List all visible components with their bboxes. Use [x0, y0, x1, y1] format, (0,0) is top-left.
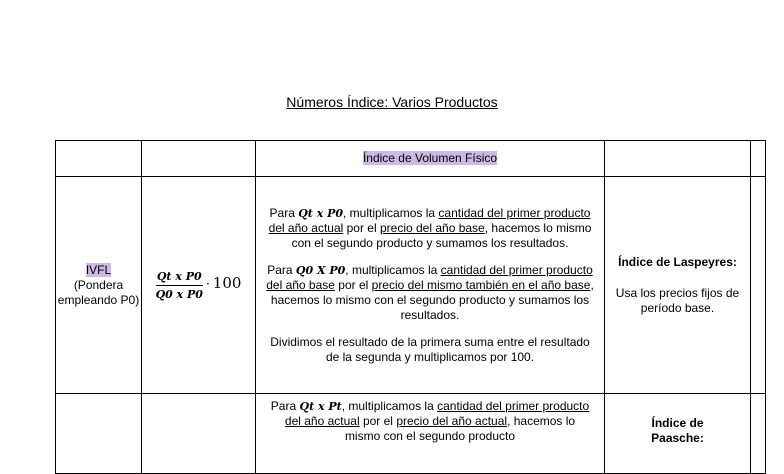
text: , multiplicamos la: [343, 205, 439, 220]
row-label-cell-2: [56, 394, 142, 474]
math-term: Qt x P0: [298, 206, 344, 220]
ivfl-label: IVFL: [85, 262, 112, 277]
header-cell-empty-2: [142, 141, 256, 177]
step-1-paragraph: [256, 206, 604, 251]
header-cell-edge: [751, 141, 766, 177]
paasche-step-1-paragraph: [256, 399, 604, 444]
underlined-text: precio del año base: [379, 220, 485, 235]
paasche-title: Índice de Paasche:: [651, 416, 704, 445]
text: , hacemos lo mismo con el segundo producto y sumamos los resultados.: [270, 277, 594, 322]
edge-cell: [751, 177, 766, 394]
index-type-cell: [605, 177, 751, 394]
text: , hacemos lo mismo con el segundo producto: [344, 414, 576, 443]
formula-cell: [142, 177, 256, 394]
weight-note: (Pondera empleando P0): [57, 277, 140, 307]
underlined-text: precio del año actual: [396, 414, 508, 428]
math-term: Q0 X P0: [295, 263, 346, 277]
text: por el: [343, 220, 380, 235]
table-row-laspeyres: [56, 177, 766, 394]
description-cell: [256, 177, 605, 394]
formula-denominator: Q0 x P0: [155, 287, 203, 301]
underlined-text: cantidad del primer producto del año actual: [284, 399, 590, 428]
underlined-text: cantidad del primer producto del año actual: [268, 205, 591, 235]
header-cell-empty-1: [56, 141, 142, 177]
edge-cell-2: [751, 394, 766, 474]
step-3-paragraph: Dividimos el resultado de la primera suma entre el resultado de la segunda y multiplicamos por 100.: [270, 334, 590, 364]
formula-fraction: [156, 269, 203, 302]
header-cell-ivf: [256, 141, 605, 177]
index-table: [55, 140, 766, 474]
index-type-cell-2: [605, 394, 751, 474]
laspeyres-description: Usa los precios fijos de período base.: [615, 285, 740, 315]
text: por el: [359, 414, 397, 428]
row-label-cell: [56, 177, 142, 394]
formula-cell-2: [142, 394, 256, 474]
text: , hacemos lo mismo con el segundo producto y sumamos los resultados.: [291, 220, 592, 250]
document-title: Números Índice: Varios Productos: [286, 94, 498, 110]
header-cell-empty-4: [605, 141, 751, 177]
laspeyres-formula: [155, 269, 242, 301]
step-2-paragraph: [256, 263, 604, 323]
underlined-text: precio del mismo también en el año base: [371, 277, 591, 292]
math-term: Qt x Pt: [299, 400, 342, 413]
ivf-heading: Índice de Volumen Físico: [362, 151, 498, 165]
table-row-paasche: [56, 394, 766, 474]
description-cell-2: [256, 394, 605, 474]
formula-numerator: Qt x P0: [156, 269, 203, 286]
text: , multiplicamos la: [341, 399, 438, 413]
table-header-row: [56, 141, 766, 177]
text: por el: [334, 277, 372, 292]
formula-dot: ·: [205, 277, 210, 292]
text: , multiplicamos la: [345, 262, 441, 277]
text: Para: [269, 205, 299, 220]
underlined-text: cantidad del primer producto del año base: [266, 262, 593, 292]
formula-multiplier: 100: [212, 274, 242, 293]
laspeyres-title: Índice de Laspeyres:: [618, 254, 737, 269]
text: Para: [267, 262, 296, 277]
text: Para: [270, 399, 300, 413]
